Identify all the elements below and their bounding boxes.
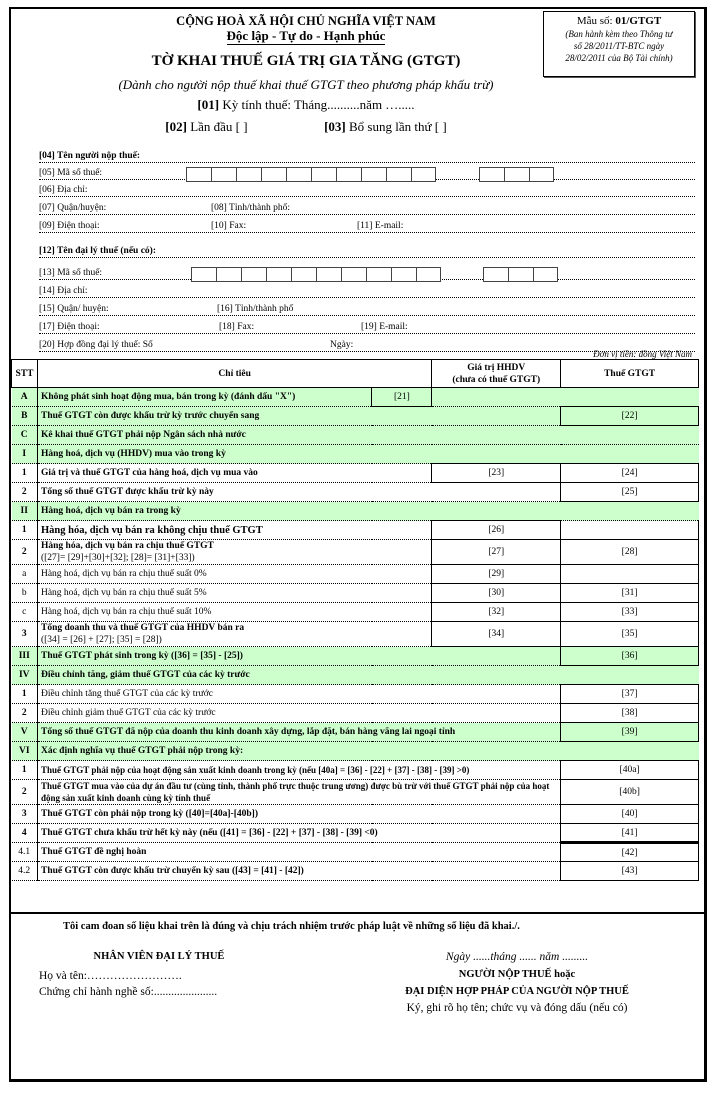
period-text[interactable]: Kỳ tính thuế: Tháng..........năm …..... [219, 97, 415, 112]
row-label: Hàng hoá, dịch vụ bán ra chịu thuế suất 10% [37, 603, 431, 622]
form-note-line: 28/02/2011 của Bộ Tài chính) [565, 53, 673, 63]
field-24[interactable]: [24] [561, 464, 699, 483]
row-label: Tổng số thuế GTGT được khấu trừ kỳ này [37, 483, 560, 502]
row-label: Tổng số thuế GTGT đã nộp của doanh thu kinh doanh xây dựng, lắp đặt, bán hàng vãng lai ngoại tỉnh [37, 723, 560, 742]
row-label: Hàng hóa, dịch vụ bán ra không chịu thuế GTGT [37, 521, 431, 540]
field-label: Ngày: [330, 340, 354, 350]
field-22[interactable]: [22] [561, 407, 699, 426]
header-stt: STT [12, 360, 38, 388]
field-28[interactable]: [28] [561, 540, 699, 565]
row-stt: 2 [12, 540, 38, 565]
row-stt: 4 [12, 824, 38, 843]
field-26[interactable]: [26] [432, 521, 561, 540]
row-label: Kê khai thuế GTGT phải nộp Ngân sách nhà nước [37, 426, 698, 445]
row-stt: 4.2 [12, 862, 38, 881]
commitment-statement: Tôi cam đoan số liệu khai trên là đúng và chịu trách nhiệm trước pháp luật về những số liệu đã khai./. [11, 912, 704, 932]
agent-name-field[interactable] [39, 240, 695, 258]
form-code-label: Mẫu số: [576, 15, 616, 27]
supplement-submission[interactable] [324, 119, 447, 134]
payer-title-line1: NGƯỜI NỘP THUẾ hoặc [458, 969, 576, 980]
field-label: [07] Quận/huyện: [39, 203, 107, 213]
table-row [12, 761, 699, 780]
field-40b[interactable]: [40b] [561, 780, 699, 805]
row-label [37, 540, 431, 565]
row-stt: 2 [12, 483, 38, 502]
table-row [12, 407, 699, 426]
table-row [12, 388, 699, 407]
field-label: [08] Tỉnh/thành phố: [211, 203, 290, 213]
row-label: Thuế GTGT phát sinh trong kỳ ([36] = [35] - [25]) [37, 647, 560, 666]
field-29[interactable]: [29] [432, 565, 561, 584]
field-label: [11] E-mail: [357, 221, 404, 231]
header-indicator: Chỉ tiêu [37, 360, 431, 388]
field-25[interactable]: [25] [561, 483, 699, 502]
field-41[interactable]: [41] [561, 824, 699, 843]
row-label: Xác định nghĩa vụ thuế GTGT phải nộp trong kỳ: [37, 742, 698, 761]
row-stt: B [12, 407, 38, 426]
row-formula: ([34] = [26] + [27]; [35] = [28]) [40, 635, 162, 645]
payer-title-line2: ĐẠI DIỆN HỢP PHÁP CỦA NGƯỜI NỘP THUẾ [405, 986, 629, 997]
subtitle: (Dành cho người nộp thuế khai thuế GTGT theo phương pháp khấu trừ) [118, 77, 494, 92]
field-label: [15] Quận/ huyện: [39, 304, 109, 314]
table-row [12, 521, 699, 540]
row-label: Điều chỉnh tăng, giảm thuế GTGT của các kỳ trước [37, 666, 698, 685]
row-label: Thuế GTGT phải nộp của hoạt động sản xuất kinh doanh trong kỳ (nếu [40a] = [36] - [22] + [37] - [38] - [39] >0) [37, 761, 560, 780]
row-stt: 2 [12, 780, 38, 805]
field-36[interactable]: [36] [561, 647, 699, 666]
header-value [432, 360, 561, 388]
table-row [12, 622, 699, 647]
row-label: Thuế GTGT còn phải nộp trong kỳ ([40]=[40a]-[40b]) [37, 805, 560, 824]
field-label: [17] Điện thoại: [39, 322, 100, 332]
field-34[interactable]: [34] [432, 622, 561, 647]
table-row [12, 805, 699, 824]
row-label: Thuế GTGT mua vào của dự án đầu tư (cùng tỉnh, thành phố trực thuộc trung ương) được bù trừ với thuế GTGT phải nộp của hoạt động sản xuất kinh doanh cùng kỳ tính thuế [37, 780, 560, 805]
agent-name-line[interactable]: Họ và tên:……………………. [39, 970, 182, 982]
row-stt: a [12, 565, 38, 584]
table-row [12, 647, 699, 666]
field-label: [10] Fax: [211, 221, 247, 231]
field-label: [06] Địa chỉ: [39, 185, 88, 195]
field-label: [05] Mã số thuế: [39, 168, 103, 178]
agent-signature-title: NHÂN VIÊN ĐẠI LÝ THUẾ [93, 951, 225, 962]
row-stt: 1 [12, 761, 38, 780]
row-label [37, 622, 431, 647]
field-37[interactable]: [37] [561, 685, 699, 704]
row-label-main: Tổng doanh thu và thuế GTGT của HHDV bán ra [40, 623, 245, 633]
field-32[interactable]: [32] [432, 603, 561, 622]
table-row [12, 824, 699, 843]
agent-signature-block [39, 949, 299, 1000]
row-stt: IV [12, 666, 38, 685]
table-row [12, 565, 699, 584]
table-row [12, 426, 699, 445]
table-row [12, 540, 699, 565]
field-label: [13] Mã số thuế: [39, 268, 103, 278]
currency-note: Đơn vị tiền: đồng Việt Nam [593, 349, 692, 359]
agent-district-province[interactable] [39, 298, 695, 316]
field-43[interactable]: [43] [561, 862, 699, 881]
taxpayer-address-field[interactable] [39, 179, 695, 197]
row-label: Điều chỉnh giảm thuế GTGT của các kỳ trước [37, 704, 560, 723]
tax-declaration-form [9, 7, 707, 1082]
row-stt: 1 [12, 464, 38, 483]
field-label: [09] Điện thoại: [39, 221, 100, 231]
row-label: Hàng hoá, dịch vụ (HHDV) mua vào trong kỳ [37, 445, 698, 464]
submission-type [11, 119, 601, 135]
agent-contact[interactable] [39, 316, 695, 334]
signature-date[interactable]: Ngày ......tháng ...... năm ......... [445, 951, 589, 963]
field-42[interactable]: [42] [561, 843, 699, 862]
row-label: Hàng hoá, dịch vụ bán ra chịu thuế suất 0% [37, 565, 431, 584]
row-stt: b [12, 584, 38, 603]
row-label-main: Hàng hóa, dịch vụ bán ra chịu thuế GTGT [40, 541, 214, 551]
row-label: Giá trị và thuế GTGT của hàng hoá, dịch vụ mua vào [37, 464, 431, 483]
header-value-line1: Giá trị HHDV [467, 362, 526, 373]
form-code-box [543, 11, 695, 77]
field-label: [20] Hợp đồng đại lý thuế: Số [39, 340, 153, 350]
field-30[interactable]: [30] [432, 584, 561, 603]
row-formula: ([27]= [29]+[30]+[32]; [28]= [31]+[33]) [40, 553, 195, 563]
row-label: Thuế GTGT chưa khấu trừ hết kỳ này (nếu ([41] = [36] - [22] + [37] - [38] - [39] <0) [37, 824, 560, 843]
form-note-line: (Ban hành kèm theo Thông tư [565, 29, 673, 39]
row-stt: 3 [12, 622, 38, 647]
page-title: TỜ KHAI THUẾ GIÁ TRỊ GIA TĂNG (GTGT) [151, 53, 461, 69]
agent-address-field[interactable] [39, 280, 695, 298]
field-35[interactable]: [35] [561, 622, 699, 647]
table-row [12, 723, 699, 742]
table-row [12, 666, 699, 685]
row-stt: 1 [12, 685, 38, 704]
row-label: Hàng hoá, dịch vụ bán ra trong kỳ [37, 502, 698, 521]
motto [11, 28, 601, 44]
table-row [12, 742, 699, 761]
table-row [12, 603, 699, 622]
field-31[interactable]: [31] [561, 584, 699, 603]
form-note-line: số 28/2011/TT-BTC ngày [573, 41, 665, 51]
field-label: [19] E-mail: [361, 322, 408, 332]
declaration-table [11, 359, 699, 881]
table-row [12, 464, 699, 483]
row-stt: V [12, 723, 38, 742]
row-stt: c [12, 603, 38, 622]
field-label: [12] Tên đại lý thuế (nếu có): [39, 246, 156, 256]
field-33[interactable]: [33] [561, 603, 699, 622]
field-label: [18] Fax: [219, 322, 255, 332]
supp-text: Bổ sung lần thứ [ ] [345, 119, 447, 134]
agent-cert-line[interactable]: Chứng chỉ hành nghề số:...................... [39, 986, 218, 998]
row-label: Thuế GTGT đề nghị hoàn [37, 843, 560, 862]
payer-signature-note: Ký, ghi rõ họ tên; chức vụ và đóng dấu (nếu có) [406, 1002, 628, 1014]
field-label: [14] Địa chỉ: [39, 286, 88, 296]
field-label: [04] Tên người nộp thuế: [39, 151, 141, 161]
first-text: Lần đầu [ ] [186, 119, 248, 134]
row-label: Thuế GTGT còn được khấu trừ kỳ trước chuyển sang [37, 407, 560, 426]
agent-tin-field [39, 262, 695, 280]
row-stt: 3 [12, 805, 38, 824]
field-38[interactable]: [38] [561, 704, 699, 723]
row-stt: 2 [12, 704, 38, 723]
table-row [12, 445, 699, 464]
table-header [12, 360, 699, 388]
taxpayer-contact[interactable] [39, 215, 695, 233]
motto-text: Độc lập - Tự do - Hạnh phúc [226, 28, 386, 43]
taxpayer-name-field[interactable] [39, 145, 695, 163]
supp-code: [03] [324, 119, 346, 134]
field-27[interactable]: [27] [432, 540, 561, 565]
table-row [12, 843, 699, 862]
row-label: Điều chỉnh tăng thuế GTGT của các kỳ trước [37, 685, 560, 704]
row-stt: I [12, 445, 38, 464]
first-submission[interactable] [165, 119, 247, 134]
taxpayer-tin-field [39, 162, 695, 180]
taxpayer-signature-block [367, 949, 667, 1017]
field-40[interactable]: [40] [561, 805, 699, 824]
table-row [12, 685, 699, 704]
table-row [12, 862, 699, 881]
row-stt: C [12, 426, 38, 445]
row-stt: 4.1 [12, 843, 38, 862]
period-code: [01] [197, 97, 220, 112]
row-stt: A [12, 388, 38, 407]
row-stt: VI [12, 742, 38, 761]
table-row [12, 780, 699, 805]
row-blank [432, 388, 699, 407]
row-blank [561, 565, 699, 584]
row-stt: II [12, 502, 38, 521]
row-stt: III [12, 647, 38, 666]
field-39[interactable]: [39] [561, 723, 699, 742]
field-label: [16] Tỉnh/thành phố [217, 304, 294, 314]
header-value-line2: (chưa có thuế GTGT) [452, 374, 541, 385]
nation-heading: CỘNG HOÀ XÃ HỘI CHỦ NGHĨA VIỆT NAM [176, 14, 436, 28]
row-label: Hàng hoá, dịch vụ bán ra chịu thuế suất 5% [37, 584, 431, 603]
taxpayer-district-province[interactable] [39, 197, 695, 215]
row-label: Thuế GTGT còn được khấu trừ chuyển kỳ sau ([43] = [41] - [42]) [37, 862, 560, 881]
first-code: [02] [165, 119, 187, 134]
row-label: Không phát sinh hoạt động mua, bán trong kỳ (đánh dấu "X") [37, 388, 371, 407]
table-row [12, 502, 699, 521]
tax-period [11, 97, 601, 113]
row-stt: 1 [12, 521, 38, 540]
table-row [12, 704, 699, 723]
table-row [12, 483, 699, 502]
field-21[interactable]: [21] [372, 388, 432, 407]
field-40a[interactable]: [40a] [561, 761, 699, 780]
row-blank [561, 521, 699, 540]
header-tax: Thuế GTGT [561, 360, 699, 388]
field-23[interactable]: [23] [432, 464, 561, 483]
form-code: 01/GTGT [615, 15, 662, 27]
table-row [12, 584, 699, 603]
